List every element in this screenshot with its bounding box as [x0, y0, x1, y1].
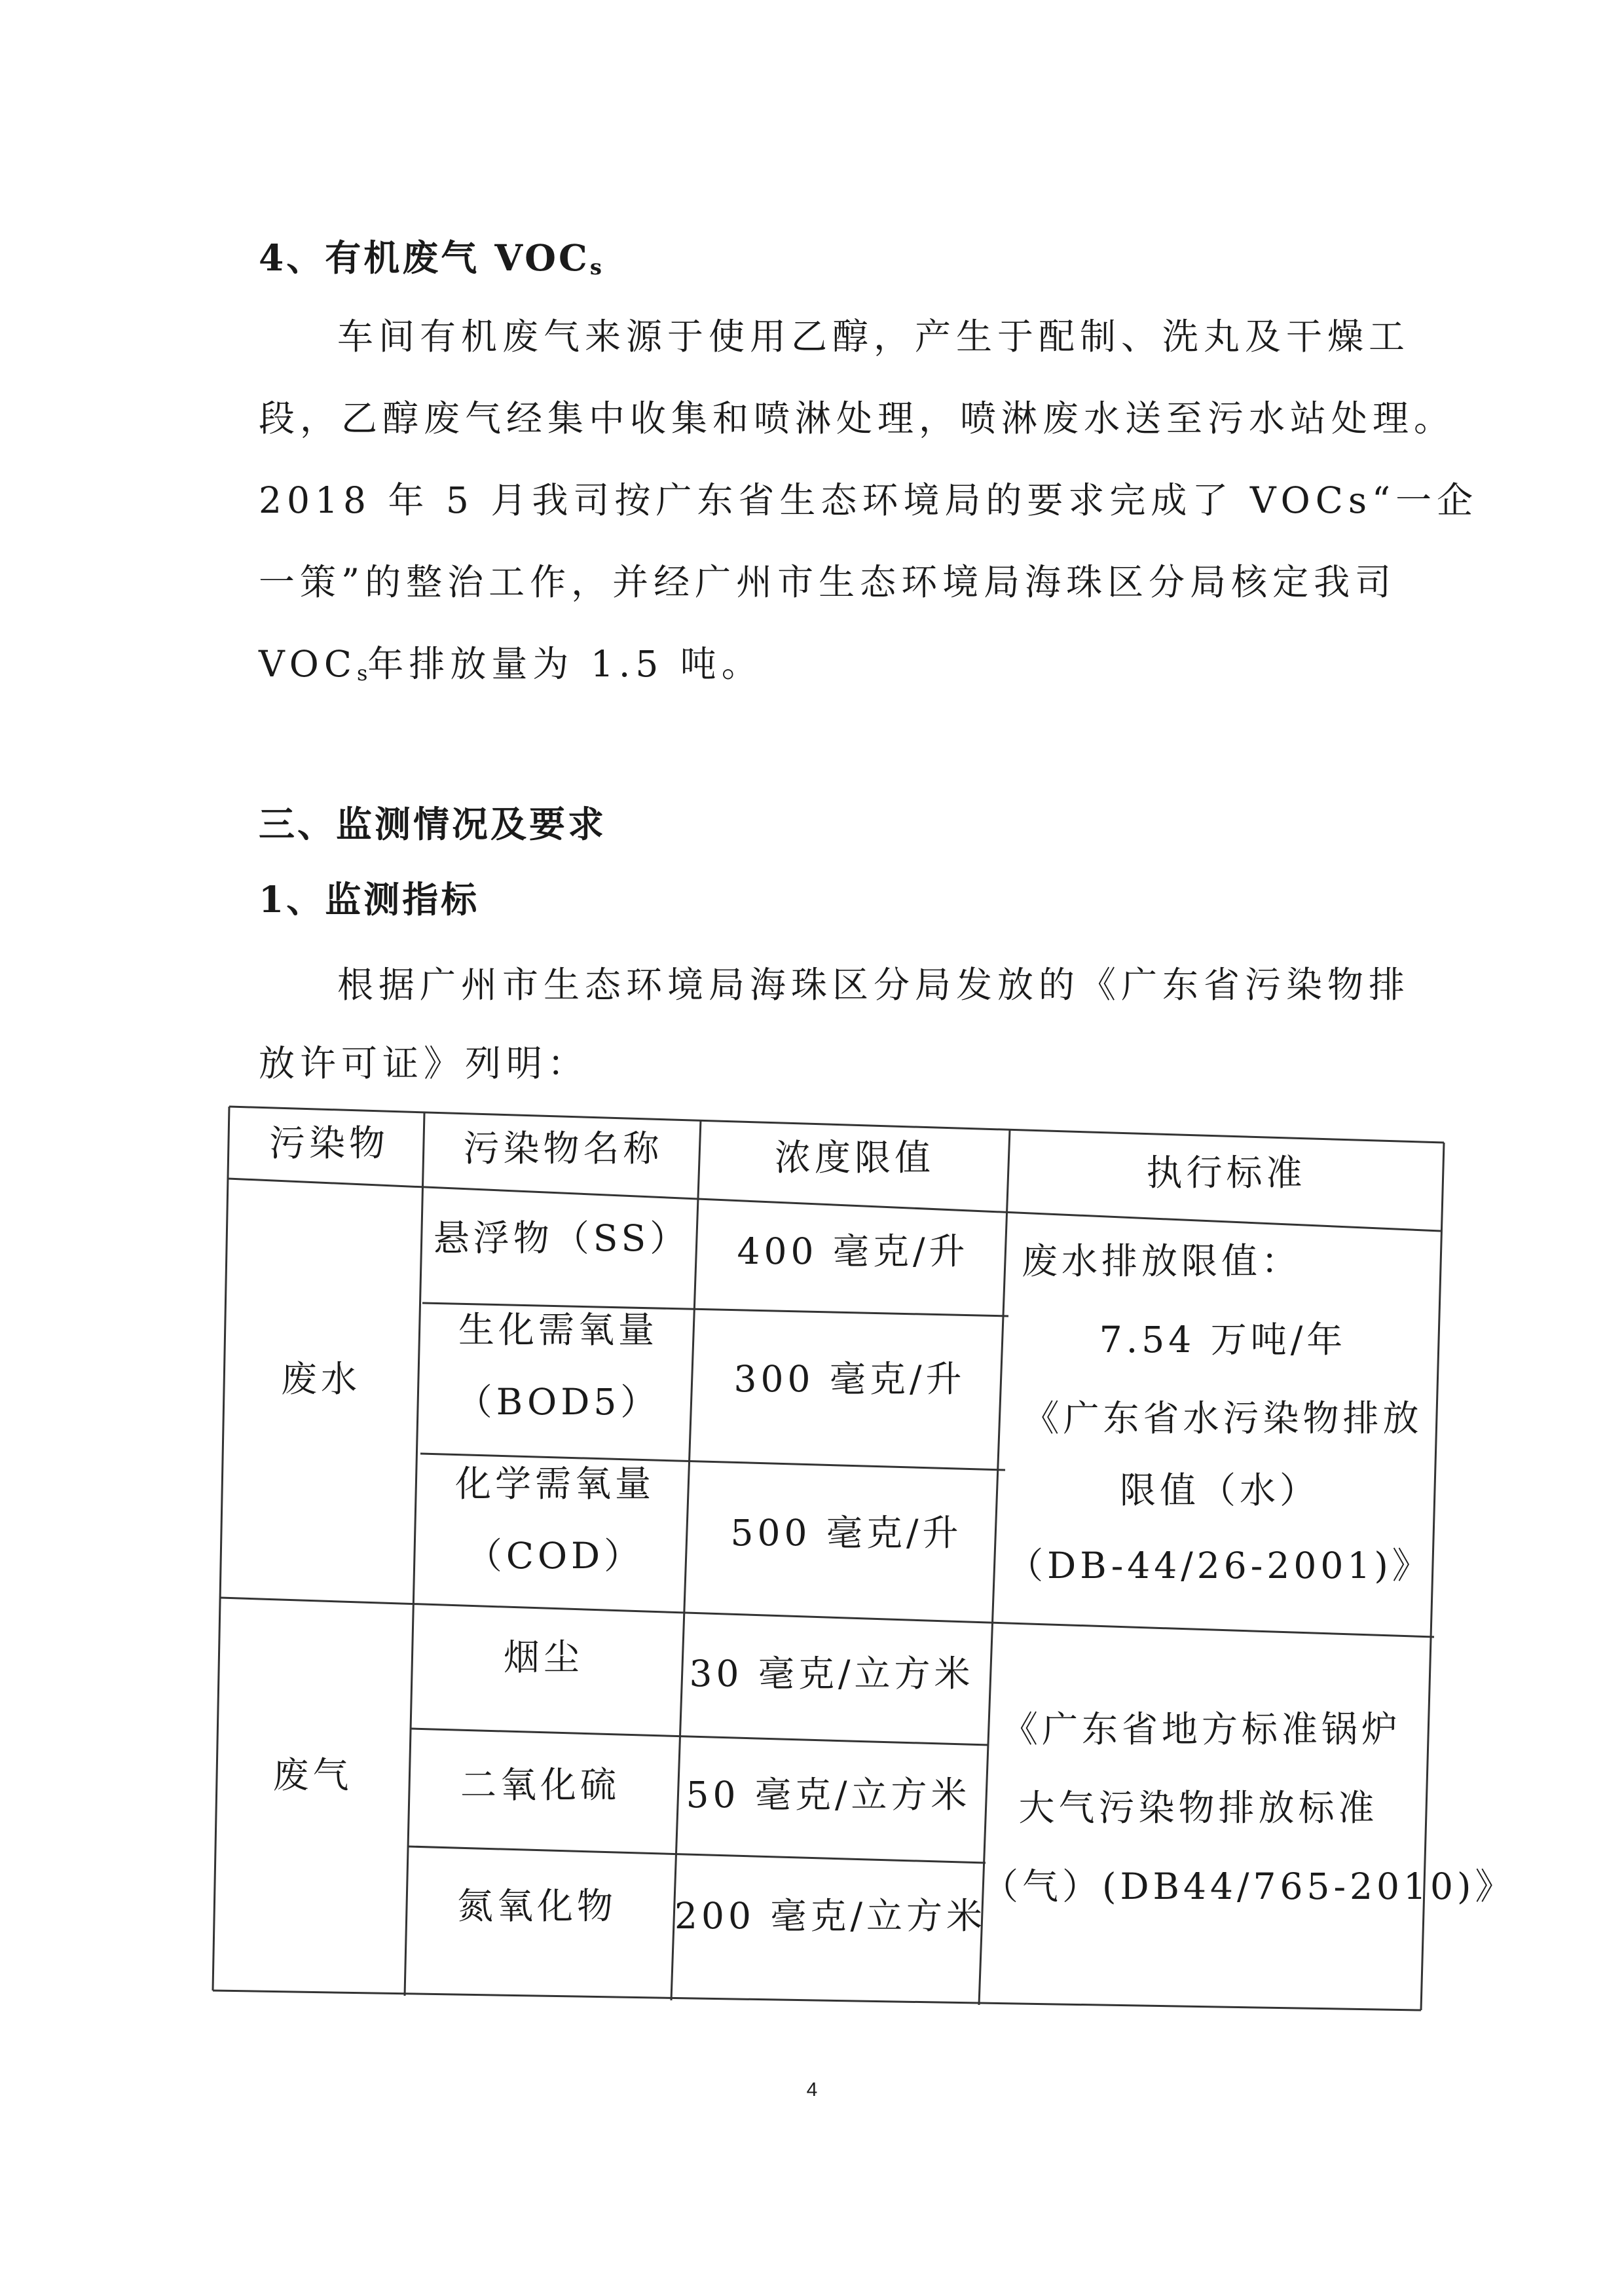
limit-value: 300 毫克/升 — [733, 1358, 966, 1400]
standard-line: 大气污染物排放标准 — [1018, 1787, 1378, 1829]
table-header-standard: 执行标准 — [1146, 1152, 1306, 1194]
page-number: 4 — [806, 2079, 818, 2101]
pollutant-name-code: （COD） — [466, 1535, 644, 1577]
category-water: 废水 — [280, 1358, 361, 1400]
paragraph-line: 段，乙醇废气经集中收集和喷淋处理，喷淋废水送至污水站处理。 — [259, 397, 1456, 439]
pollutant-name: 生化需氧量 — [458, 1309, 658, 1351]
paragraph-line: 一策”的整治工作，并经广州市生态环境局海珠区分局核定我司 — [259, 561, 1397, 603]
paragraph-line-last: $VOC_s$年排放量为 1.5 吨。 — [259, 643, 763, 686]
table-header-category: 污染物 — [268, 1122, 389, 1164]
section-4-heading: 4、有机废气 $VOC_s$ — [259, 236, 602, 280]
limit-value: 200 毫克/立方米 — [674, 1895, 986, 1937]
limit-value: 50 毫克/立方米 — [686, 1774, 971, 1816]
subsection-heading: 1、监测指标 — [259, 878, 480, 921]
limit-value: 30 毫克/立方米 — [689, 1653, 974, 1695]
section-3-heading: 三、监测情况及要求 — [259, 803, 607, 845]
pollutant-name: 氮氧化物 — [456, 1885, 617, 1927]
standard-line: （气）(DB44/765-2010)》 — [982, 1865, 1515, 1907]
standard-line: 《广东省水污染物排放 — [1023, 1397, 1423, 1439]
table-header-limit: 浓度限值 — [774, 1137, 934, 1179]
pollutant-name: 烟尘 — [503, 1636, 583, 1678]
pollutant-name: 化学需氧量 — [454, 1463, 655, 1505]
paragraph-line: 2018 年 5 月我司按广东省生态环境局的要求完成了 VOCs“一企 — [259, 479, 1479, 521]
pollutant-name: 悬浮物（SS） — [433, 1217, 690, 1259]
pollutant-name-code: （BOD5） — [456, 1381, 661, 1423]
standard-line: 7.54 万吨/年 — [1099, 1319, 1347, 1361]
standard-line: 《广东省地方标准锅炉 — [1001, 1708, 1401, 1750]
paragraph-line: 根据广州市生态环境局海珠区分局发放的《广东省污染物排 — [337, 964, 1411, 1006]
table-header-name: 污染物名称 — [463, 1128, 663, 1169]
limit-value: 400 毫克/升 — [737, 1230, 969, 1272]
standard-line: 限值（水） — [1119, 1469, 1320, 1511]
paragraph-line: 放许可证》列明： — [259, 1042, 589, 1084]
standard-line: 废水排放限值： — [1022, 1240, 1302, 1282]
standard-line: （DB-44/26-2001)》 — [1007, 1545, 1432, 1587]
limit-value: 500 毫克/升 — [730, 1512, 963, 1554]
pollutant-name: 二氧化硫 — [460, 1764, 620, 1806]
paragraph-line: 车间有机废气来源于使用乙醇，产生于配制、洗丸及干燥工 — [337, 316, 1411, 358]
category-gas: 废气 — [272, 1754, 353, 1796]
